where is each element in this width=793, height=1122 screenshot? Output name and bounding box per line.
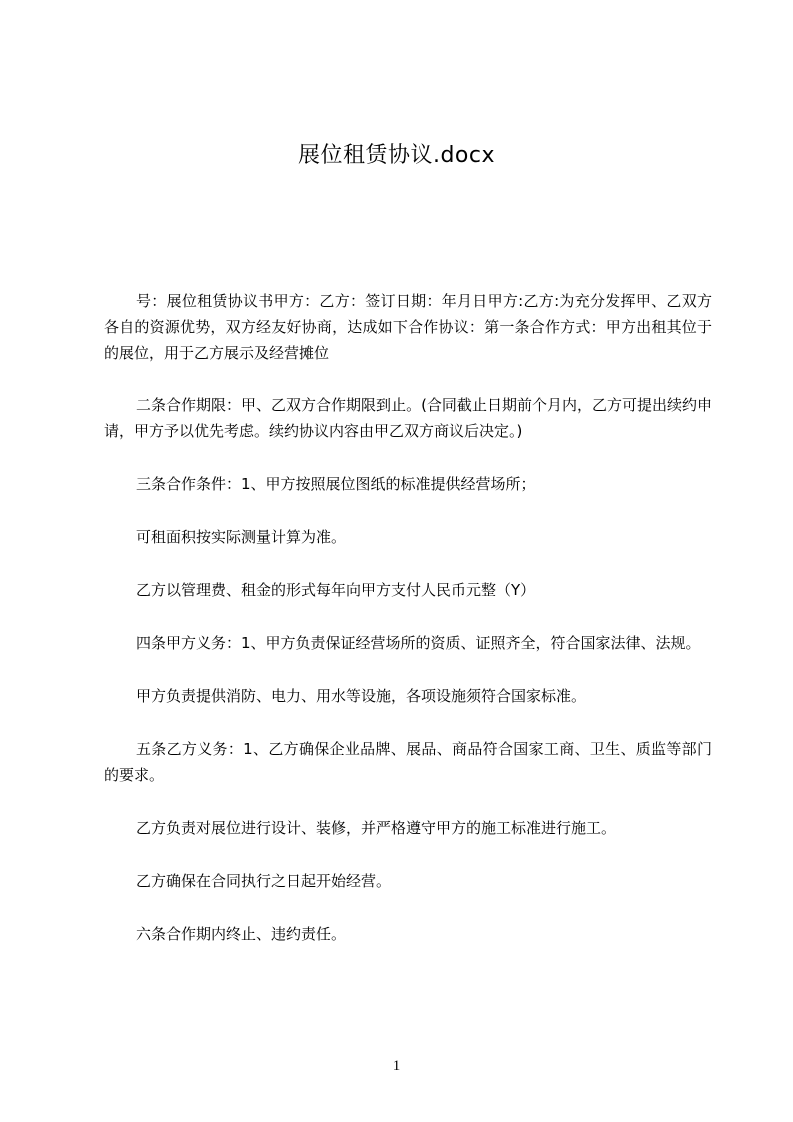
paragraph-article-2: 二条合作期限：甲、乙双方合作期限到止。(合同截止日期前个月内，乙方可提出续约申请，甲方予以优先考虑。续约协议内容由甲乙双方商议后决定。)	[104, 396, 712, 440]
paragraph-preamble: 号：展位租赁协议书甲方：乙方：签订日期：年月日甲方:乙方:为充分发挥甲、乙双方各自的资源优势，双方经友好协商，达成如下合作协议：第一条合作方式：甲方出租其位于的展位，用于乙方展示及经营摊位	[104, 292, 712, 362]
document-body	[104, 288, 712, 947]
paragraph-operation-start: 乙方确保在合同执行之日起开始经营。	[136, 872, 392, 890]
paragraph-payment: 乙方以管理费、租金的形式每年向甲方支付人民币元整（Y）	[136, 581, 536, 599]
paragraph-facilities: 甲方负责提供消防、电力、用水等设施，各项设施须符合国家标准。	[136, 687, 587, 705]
paragraph-article-3: 三条合作条件：1、甲方按照展位图纸的标准提供经营场所；	[136, 475, 536, 493]
page-number: 1	[392, 1058, 401, 1074]
paragraph-area: 可租面积按实际测量计算为准。	[136, 528, 347, 546]
paragraph-decoration: 乙方负责对展位进行设计、装修，并严格遵守甲方的施工标准进行施工。	[136, 819, 617, 837]
paragraph-article-6: 六条合作期内终止、违约责任。	[136, 925, 347, 943]
paragraph-article-4: 四条甲方义务：1、甲方负责保证经营场所的资质、证照齐全，符合国家法律、法规。	[136, 634, 701, 652]
paragraph-article-5: 五条乙方义务：1、乙方确保企业品牌、展品、商品符合国家工商、卫生、质监等部门的要求。	[104, 740, 712, 784]
document-title: 展位租赁协议.docx	[297, 143, 496, 168]
